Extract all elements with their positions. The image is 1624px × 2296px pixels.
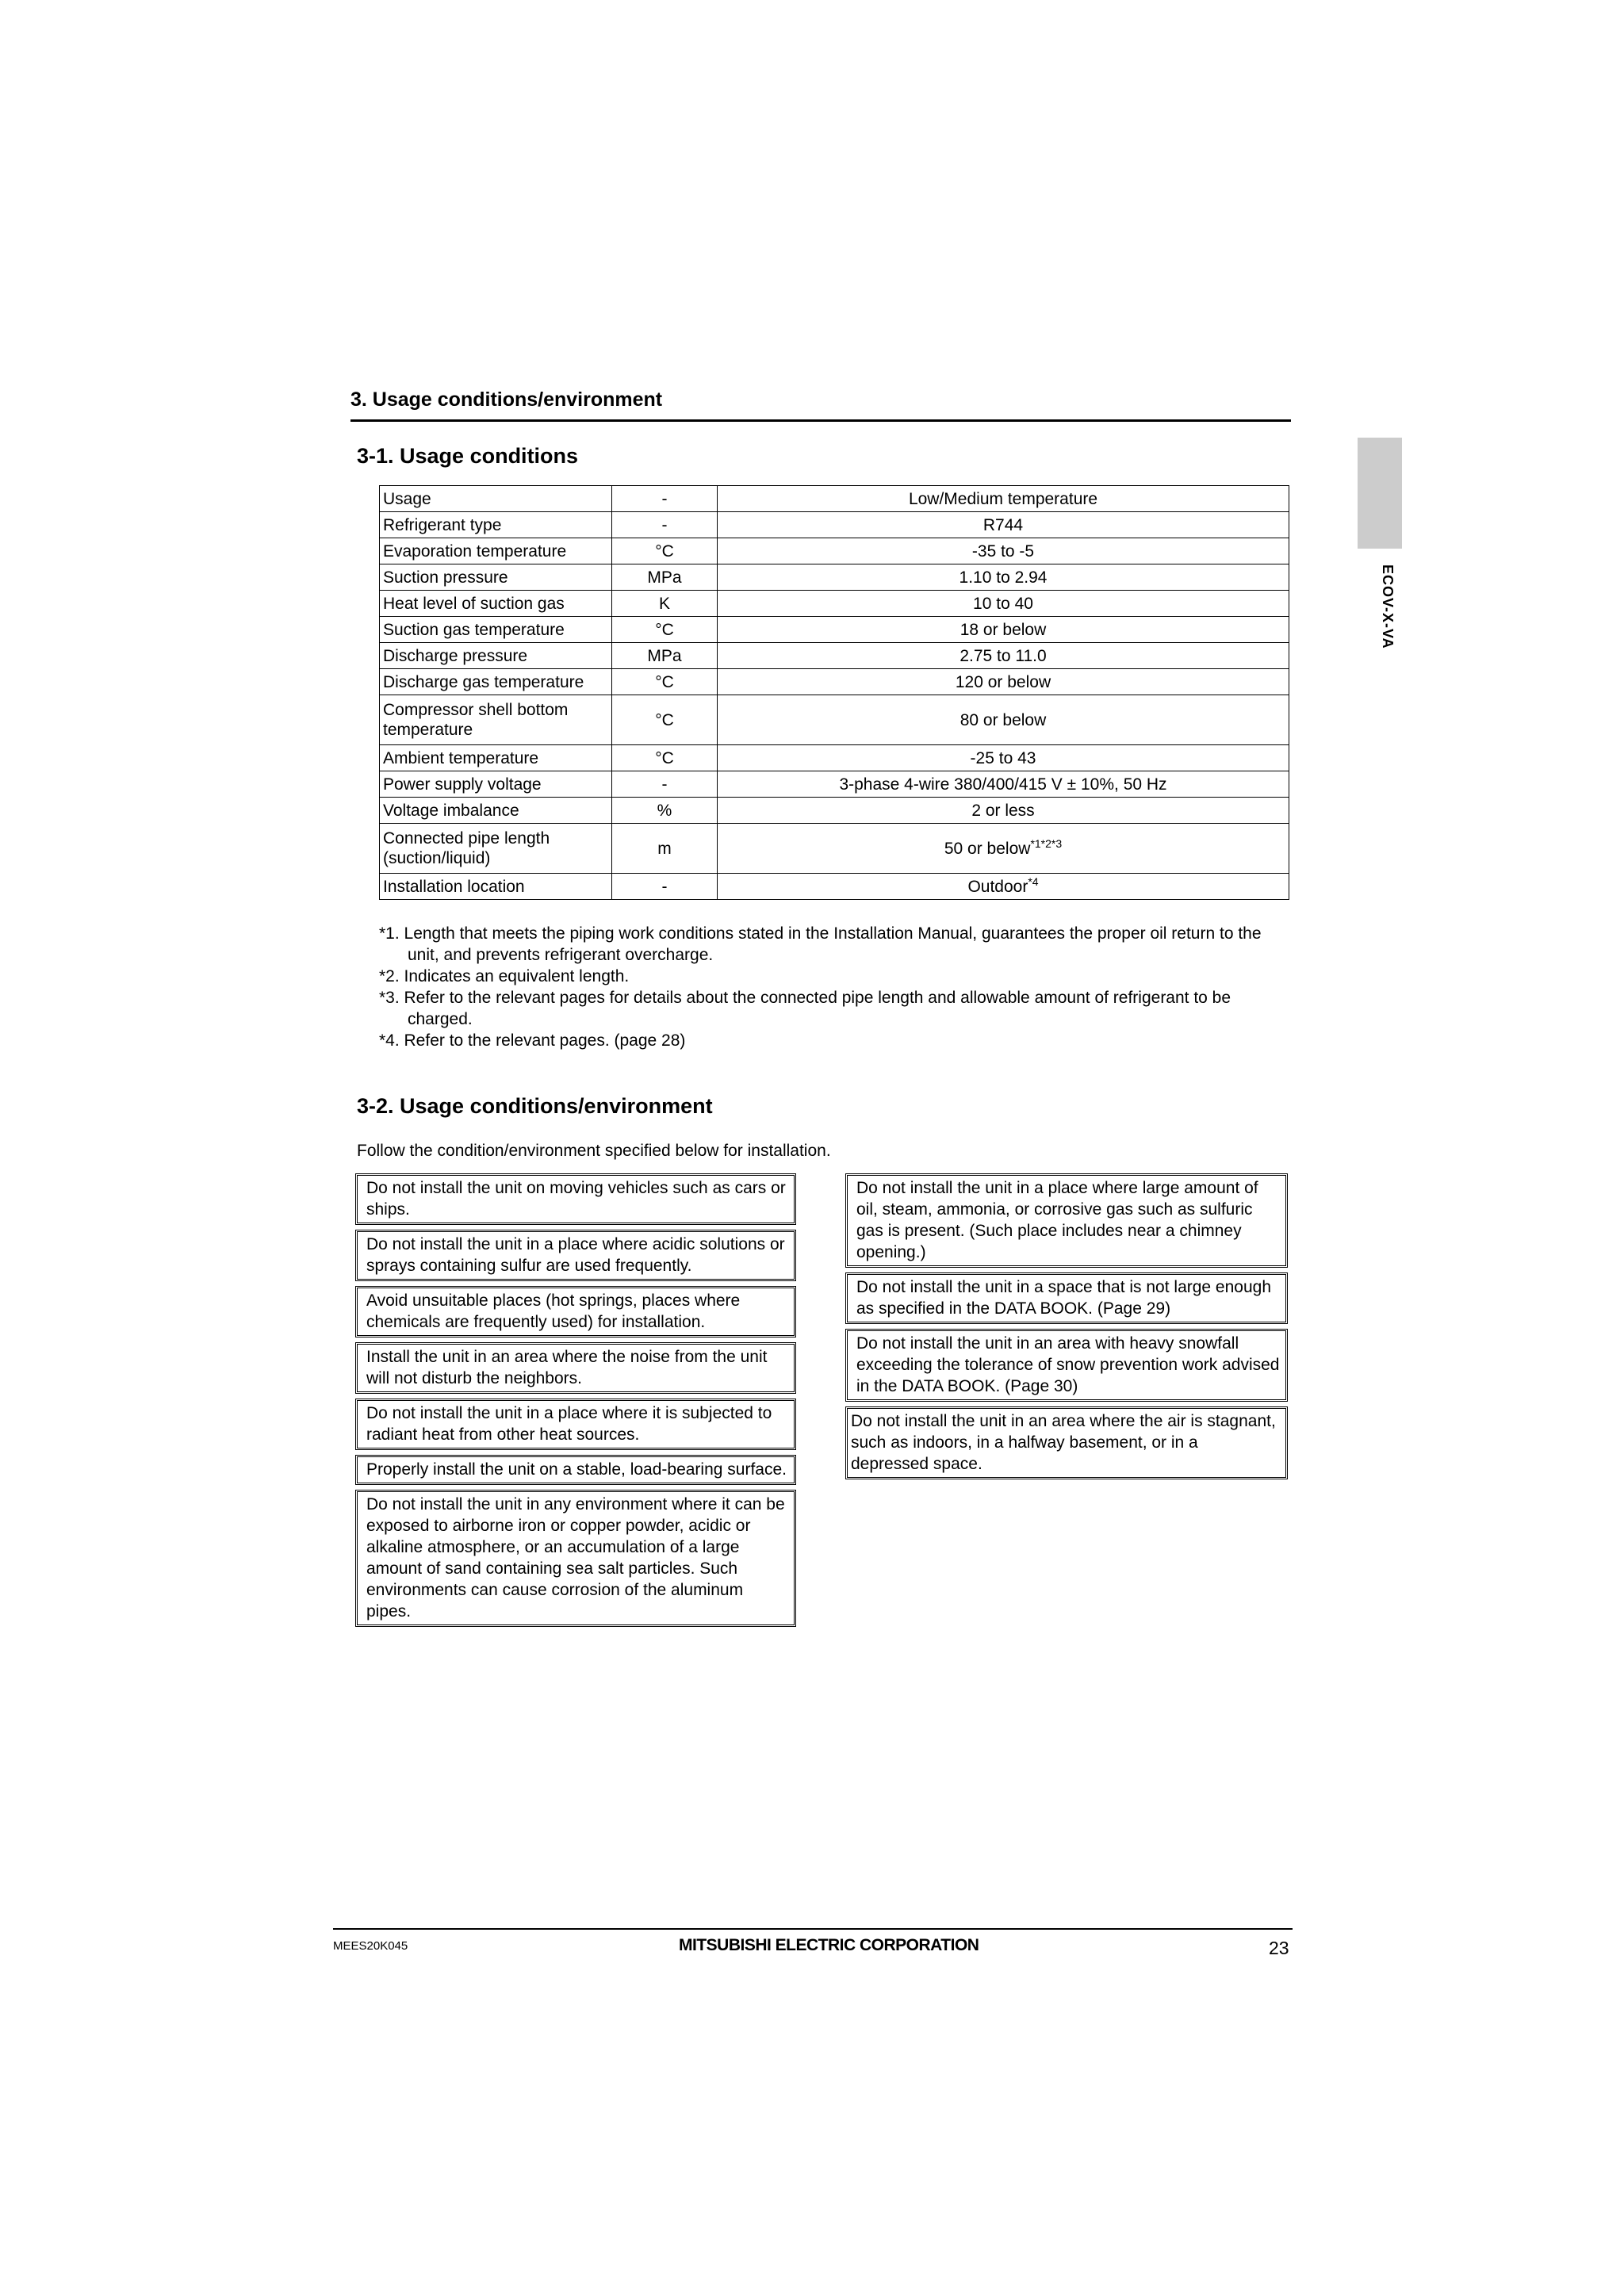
spec-item: Installation location [380, 874, 612, 900]
spec-unit: °C [612, 745, 718, 771]
spec-value-cell [718, 798, 1289, 824]
spec-value-cell [718, 874, 1289, 900]
spec-unit: MPa [612, 643, 718, 669]
condition-box: Install the unit in an area where the noise from the unit will not disturb the neighbors. [357, 1344, 795, 1392]
condition-box: Do not install the unit in an area where the air is stagnant, such as indoors, in a halfway basement, or in a depressed space. [847, 1408, 1286, 1478]
spec-item: Voltage imbalance [380, 798, 612, 824]
spec-value-cell [718, 617, 1289, 643]
spec-unit: °C [612, 617, 718, 643]
table-row [380, 591, 1289, 617]
spec-unit: °C [612, 538, 718, 564]
condition-box: Do not install the unit in an area with heavy snowfall exceeding the tolerance of snow prevention work advised in the DATA BOOK. (Page 30) [847, 1330, 1286, 1400]
condition-box: Avoid unsuitable places (hot springs, places where chemicals are frequently used) for installation. [357, 1288, 795, 1336]
footnotes [379, 923, 1291, 1051]
spec-value: 2.75 to 11.0 [959, 646, 1047, 665]
condition-box: Do not install the unit in any environment where it can be exposed to airborne iron or copper powder, acidic or alkaline atmosphere, or an accumulation of a large amount of sand containing sea salt particles. Such environments can cause corrosion of the aluminum pipes. [357, 1491, 795, 1625]
footnote: *2. Indicates an equivalent length. [379, 967, 630, 985]
left-condition-column [357, 1175, 795, 1633]
spec-unit: °C [612, 669, 718, 695]
document-code: MEES20K045 [333, 1939, 408, 1953]
footnote-reference: *4 [1028, 874, 1039, 888]
spec-unit: MPa [612, 564, 718, 591]
spec-value-cell [718, 512, 1289, 538]
spec-unit: % [612, 798, 718, 824]
spec-item: Usage [380, 486, 612, 512]
spec-value: 10 to 40 [973, 594, 1033, 613]
section-title: 3. Usage conditions/environment [350, 388, 1291, 422]
spec-unit: - [612, 486, 718, 512]
footnote-reference: *1*2*3 [1030, 836, 1063, 850]
spec-value-cell [718, 538, 1289, 564]
table-row [380, 874, 1289, 900]
spec-unit: K [612, 591, 718, 617]
spec-value: -35 to -5 [971, 541, 1035, 561]
spec-item: Connected pipe length (suction/liquid) [380, 824, 612, 874]
spec-unit: m [612, 824, 718, 874]
spec-value-cell [718, 771, 1289, 798]
spec-item: Heat level of suction gas [380, 591, 612, 617]
spec-unit: - [612, 512, 718, 538]
subsection-title-usage-conditions: 3-1. Usage conditions [357, 444, 579, 468]
usage-conditions-table [379, 485, 1289, 900]
spec-value-cell [718, 824, 1289, 874]
spec-unit: - [612, 874, 718, 900]
spec-value: R744 [982, 515, 1024, 534]
spec-unit: °C [612, 695, 718, 745]
spec-value: 1.10 to 2.94 [959, 568, 1048, 587]
footnote: *3. Refer to the relevant pages for details about the connected pipe length and allowable amount of refrigerant to be charged. [379, 989, 1231, 1028]
spec-item: Ambient temperature [380, 745, 612, 771]
spec-value-cell [718, 695, 1289, 745]
condition-box: Do not install the unit in a place where it is subjected to radiant heat from other heat sources. [357, 1400, 795, 1448]
table-row [380, 695, 1289, 745]
spec-item: Compressor shell bottom temperature [380, 695, 612, 745]
spec-item: Power supply voltage [380, 771, 612, 798]
table-row [380, 669, 1289, 695]
spec-value: 18 or below [959, 620, 1047, 639]
table-row [380, 564, 1289, 591]
spec-item: Discharge gas temperature [380, 669, 612, 695]
spec-value-cell [718, 486, 1289, 512]
spec-item: Discharge pressure [380, 643, 612, 669]
page-number: 23 [1269, 1938, 1289, 1958]
spec-value-cell [718, 745, 1289, 771]
table-row [380, 824, 1289, 874]
spec-item: Refrigerant type [380, 512, 612, 538]
table-row [380, 486, 1289, 512]
footnote: *1. Length that meets the piping work conditions stated in the Installation Manual, guarantees the proper oil return to the unit, and prevents refrigerant overcharge. [379, 924, 1262, 964]
company-name: MITSUBISHI ELECTRIC CORPORATION [679, 1936, 979, 1954]
environment-intro: Follow the condition/environment specified below for installation. [357, 1142, 831, 1160]
condition-box: Do not install the unit in a space that is not large enough as specified in the DATA BOOK. (Page 29) [847, 1274, 1286, 1322]
spec-value: 50 or below [944, 839, 1031, 858]
spec-value-cell [718, 564, 1289, 591]
condition-box: Do not install the unit in a place where large amount of oil, steam, ammonia, or corrosive gas such as sulfuric gas is present. (Such place includes near a chimney opening.) [847, 1175, 1286, 1266]
spec-item: Suction pressure [380, 564, 612, 591]
spec-value: 120 or below [955, 672, 1051, 691]
footer-divider [333, 1928, 1293, 1930]
table-row [380, 617, 1289, 643]
condition-box: Properly install the unit on a stable, load-bearing surface. [357, 1456, 795, 1483]
spec-value: Outdoor [967, 877, 1028, 896]
table-row [380, 798, 1289, 824]
subsection-title-environment: 3-2. Usage conditions/environment [357, 1094, 713, 1118]
condition-box: Do not install the unit in a place where acidic solutions or sprays containing sulfur are used frequently. [357, 1231, 795, 1280]
table-row [380, 643, 1289, 669]
spec-item: Suction gas temperature [380, 617, 612, 643]
table-row [380, 771, 1289, 798]
spec-value-cell [718, 669, 1289, 695]
spec-value: Low/Medium temperature [908, 489, 1098, 508]
table-row [380, 745, 1289, 771]
side-model-label: ECOV-X-VA [1380, 564, 1396, 649]
spec-value: -25 to 43 [970, 748, 1036, 767]
table-row [380, 512, 1289, 538]
table-row [380, 538, 1289, 564]
spec-value: 2 or less [971, 801, 1035, 820]
condition-box: Do not install the unit on moving vehicles such as cars or ships. [357, 1175, 795, 1223]
spec-value-cell [718, 643, 1289, 669]
side-tab-marker [1358, 438, 1402, 549]
footnote: *4. Refer to the relevant pages. (page 28) [379, 1031, 686, 1050]
spec-item: Evaporation temperature [380, 538, 612, 564]
spec-unit: - [612, 771, 718, 798]
right-condition-column [847, 1175, 1286, 1486]
spec-value: 3-phase 4-wire 380/400/415 V ± 10%, 50 Hz [839, 775, 1167, 794]
spec-value-cell [718, 591, 1289, 617]
spec-value: 80 or below [959, 710, 1047, 729]
